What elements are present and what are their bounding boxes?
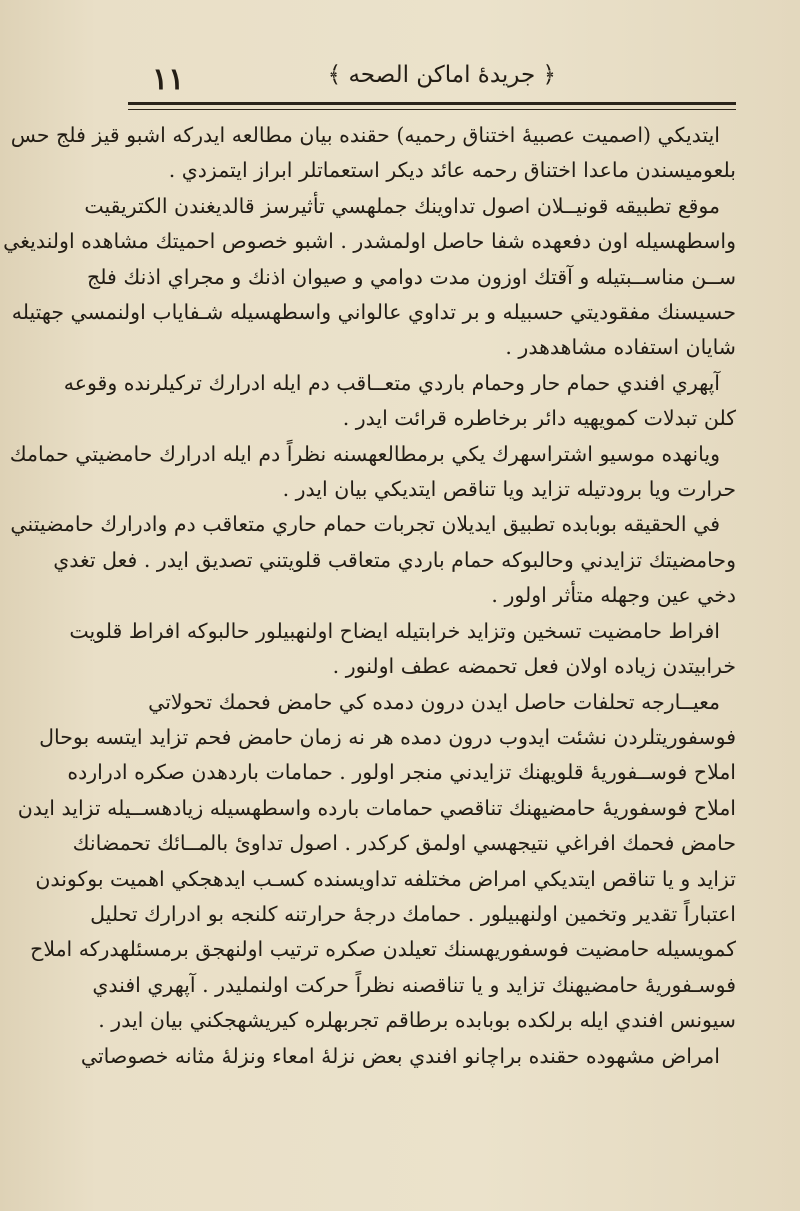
paragraph [80,1039,736,1074]
text-line: كلن تبدلات كمويهيه دائر برخاطره قرائت ايدر . [342,406,736,431]
text-line: امراض مشهوده حقنده براچانو افندي بعض نزلهٔ امعاء ونزلهٔ مثانه خصوصاتي [80,1043,720,1068]
text-line: تزايد و يا تناقص ايتديكي امراض مختلفه تداويسنده كسـب ايدهجكي اهميت بوكوندن [35,866,736,891]
paragraph [3,189,736,366]
text-line: حامض فحمك افراغي نتيجهسي اولمق كركدر . اصول تداوئ بالمــائك تحمضانك [72,831,736,856]
paragraph [10,118,736,189]
text-line: خرابيتدن زياده اولان فعل تحمضه عطف اولنور . [332,654,736,679]
text-line: ايتديكي (اصميت عصبيهٔ اختناق رحميه) حقنده بيان مطالعه ايدركه اشبو قيز فلج حس [10,123,720,147]
text-line: وحامضيتك تزايدني وحالبوكه حمام باردي متعاقب قلويتني تصديق ايدر . فعل تغدي [53,547,736,572]
text-line: افراط حامضيت تسخين وتزايد خرابتيله ايضاح اولنهبيلور حالبوكه افراط قلويت [69,618,720,643]
paragraph [69,614,736,685]
page-number: ١١ [152,62,185,97]
text-line: دخي عين وجهله متأثر اولور . [491,583,736,608]
text-line: كمويسيله حامضيت فوسفوريهسنك تعيلدن صكره ترتيب اولنهجق برمسئلهدركه املاح [30,937,736,962]
text-line: شايان استفاده مشاهدهدر . [505,335,736,360]
header-rule-thin [128,109,736,110]
text-line: في الحقيقه بوبابده تطبيق ايديلان تجربات حمام حاري متعاقب دم وادرارك حامضيتني [10,512,720,537]
text-line: حرارت ويا برودتيله تزايد ويا تناقص ايتديكي بيان ايدر . [282,477,736,502]
paragraph [17,685,736,1039]
paragraph [10,507,736,613]
text-line: ســن مناســبتيله و آقتك اوزون مدت دوامي و صيوان اذنك و مجراي اذنك فلج [86,264,736,289]
text-line: موقع تطبيقه قونيــلان اصول تداوينك جملهسي تأثيرسز قالديغندن الكتريقيت [84,193,720,218]
header-rule-thick [128,102,736,105]
page-header [128,58,736,100]
body-text [3,118,736,1074]
paragraph [9,437,736,508]
running-head: ﴿ جريدهٔ اماكن الصحه ﴾ [327,62,556,88]
text-line: اعتباراً تقدير وتخمين اولنهبيلور . حمامك درجهٔ حرارتنه كلنجه بو ادرارك تحليل [90,901,736,926]
text-line: املاح فوسفوريهٔ حامضيهنك تناقصي حمامات بارده واسطهسيله زيادهســيله تزايد ايدن [17,795,736,820]
text-line: واسطهسيله اون دفعهده شفا حاصل اولمشدر . اشبو خصوص احميتك مشاهده اولنديغي [3,229,736,254]
paragraph [63,366,736,437]
text-line: فوسفوريتلردن نشئت ايدوب درون دمده هر نه زمان حامض فحم تزايد ايتسه بوحال [39,724,736,749]
text-line: فوسـفوريهٔ حامضيهنك تزايد و يا تناقصنه نظراً حركت اولنمليدر . آپهري افندي [92,972,736,997]
text-line: آپهري افندي حمام حار وحمام باردي متعــاقب دم ايله ادرارك تركيلرنده وقوعه [63,370,720,395]
text-line: املاح فوســفوريهٔ قلويهنك تزايدني منجر اولور . حمامات باردهدن صكره ادرارده [67,760,736,785]
text-line: حسيسنك مفقوديتي حسبيله و بر تداوي عالواني واسطهسيله شـفاياب اولنمسي جهتيله [11,300,736,325]
text-line: معيــارجه تحلفات حاصل ايدن درون دمده كي حامض فحمك تحولاتي [148,689,720,714]
text-line: ويانهده موسيو اشتراسهرك يكي برمطالعهسنه نظراً دم ايله ادرارك حامضيتي حمامك [9,441,720,466]
text-line: سيونس افندي ايله برلكده بوبابده برطاقم تجربهلره كيريشهجكني بيان ايدر . [98,1008,736,1033]
text-line: بلعوميسندن ماعدا اختناق رحمه عائد ديكر استعماتلر ابراز ايتمزدي . [168,158,736,183]
